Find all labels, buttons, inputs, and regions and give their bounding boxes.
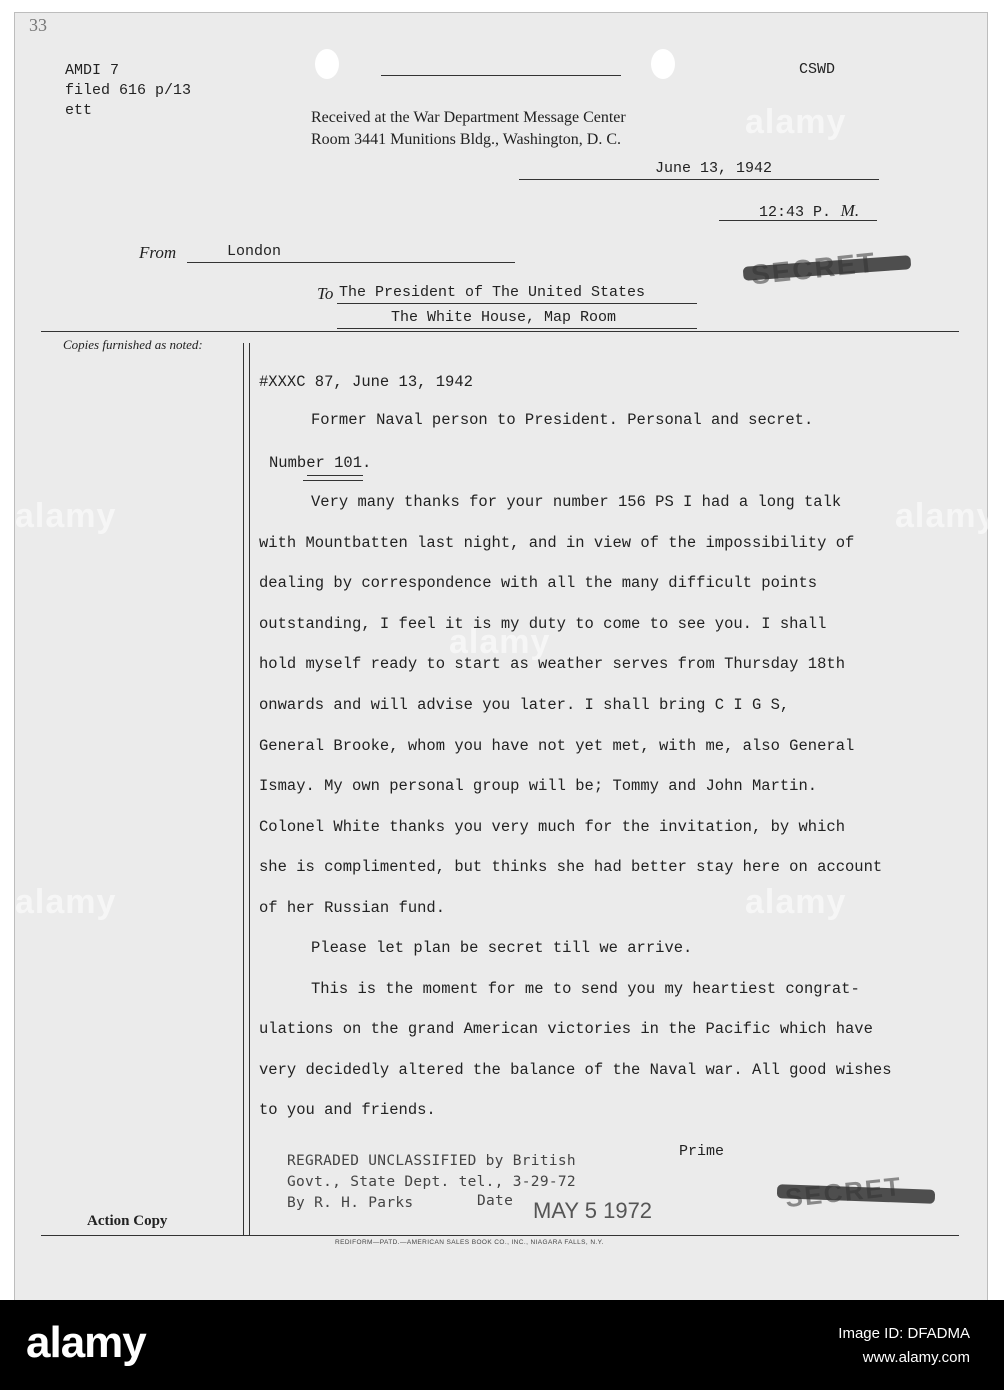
message-line: General Brooke, whom you have not yet met, with me, also General: [259, 737, 855, 755]
message-line: onwards and will advise you later. I shall bring C I G S,: [259, 696, 790, 714]
to-line-1: The President of The United States: [339, 284, 646, 301]
watermark: alamy: [15, 497, 117, 535]
watermark: alamy: [895, 497, 997, 535]
printer-line: REDIFORM—PATD.—AMERICAN SALES BOOK CO., INC., NIAGARA FALLS, N.Y.: [335, 1239, 604, 1246]
footer-divider: [41, 1235, 959, 1236]
message-line: ulations on the grand American victories in the Pacific which have: [259, 1020, 873, 1038]
header-blank-line: [381, 75, 621, 76]
file-note-line: AMDI 7: [65, 62, 120, 79]
number-underline-2: [303, 480, 363, 481]
from-underline: [187, 262, 515, 263]
to-label: To: [317, 284, 334, 303]
document-page: [14, 12, 997, 1302]
received-line: Received at the War Department Message Center: [311, 109, 626, 126]
message-line: to you and friends.: [259, 1101, 436, 1119]
time-received: [759, 201, 859, 221]
message-line: Very many thanks for your number 156 PS I had a long talk: [311, 493, 842, 511]
signature: Prime: [679, 1143, 725, 1160]
header-divider: [41, 331, 959, 332]
number-underline-1: [307, 475, 363, 476]
regraded-line: REGRADED UNCLASSIFIED by British: [287, 1153, 576, 1169]
message-line: very decidedly altered the balance of the Naval war. All good wishes: [259, 1061, 892, 1079]
regraded-line: Govt., State Dept. tel., 3-29-72: [287, 1174, 576, 1190]
regraded-line: By R. H. Parks: [287, 1195, 414, 1211]
message-line: outstanding, I feel it is my duty to come to see you. I shall: [259, 615, 827, 633]
watermark: alamy: [449, 623, 551, 661]
to-line-2: The White House, Map Room: [391, 309, 617, 326]
watermark: alamy: [745, 103, 847, 141]
file-note: [65, 61, 191, 121]
message-line: dealing by correspondence with all the many difficult points: [259, 574, 818, 592]
regraded-date-label: Date: [477, 1193, 514, 1209]
watermark: alamy: [15, 883, 117, 921]
message-ref: #XXXC 87, June 13, 1942: [259, 373, 473, 391]
column-divider-1: [243, 343, 244, 1235]
message-header: Former Naval person to President. Personal and secret.: [311, 411, 814, 429]
footer-meta: [838, 1322, 970, 1370]
regraded-date: MAY 5 1972: [533, 1198, 653, 1223]
date-underline: [519, 179, 879, 180]
watermark: alamy: [745, 883, 847, 921]
message-date: June 13, 1942: [655, 160, 773, 177]
copies-label: Copies furnished as noted:: [63, 337, 203, 352]
to-underline-1: [337, 303, 697, 304]
message-line: Ismay. My own personal group will be; Tommy and John Martin.: [259, 777, 818, 795]
from-value: London: [227, 243, 282, 260]
footer-brand: alamy: [26, 1318, 146, 1367]
file-note-line: ett: [65, 102, 93, 119]
column-divider-2: [249, 343, 250, 1235]
message-line: Please let plan be secret till we arrive.: [311, 939, 693, 957]
office-code: CSWD: [799, 61, 836, 78]
message-line: This is the moment for me to send you my heartiest congrat-: [311, 980, 860, 998]
message-line: Colonel White thanks you very much for the invitation, by which: [259, 818, 845, 836]
from-label: From: [139, 243, 177, 262]
stock-footer: [0, 1300, 1004, 1390]
footer-url: www.alamy.com: [862, 1349, 970, 1366]
page-number: 33: [29, 15, 47, 35]
to-underline-2: [337, 328, 697, 329]
time-typed: 12:43 P.: [759, 204, 832, 221]
message-line: she is complimented, but thinks she had better stay here on account: [259, 858, 883, 876]
message-line: hold myself ready to start as weather serves from Thursday 18th: [259, 655, 845, 673]
received-line: Room 3441 Munitions Bldg., Washington, D. C.: [311, 131, 621, 148]
message-line: with Mountbatten last night, and in view of the impossibility of: [259, 534, 855, 552]
file-note-line: filed 616 p/13: [65, 82, 192, 99]
message-line: of her Russian fund.: [259, 899, 446, 917]
received-block: [311, 107, 626, 151]
message-number: Number 101.: [269, 454, 372, 472]
punch-hole-right: [651, 49, 675, 79]
action-copy: Action Copy: [87, 1213, 168, 1229]
punch-hole-left: [315, 49, 339, 79]
time-underline: [719, 220, 877, 221]
time-suffix: M.: [840, 201, 860, 220]
footer-image-id: Image ID: DFADMA: [838, 1325, 970, 1342]
